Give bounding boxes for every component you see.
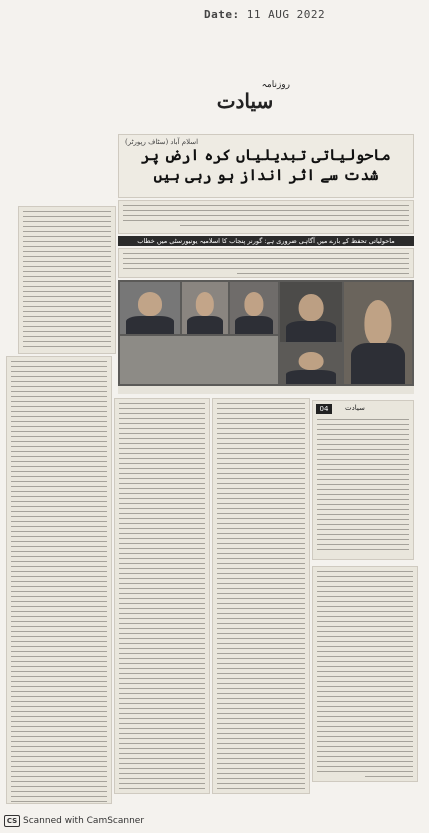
- date-stamp-value: 11 AUG 2022: [246, 8, 326, 21]
- video-call-photo: [280, 282, 342, 342]
- masthead-title: سیادت: [216, 89, 274, 113]
- speaker-photo: [344, 282, 412, 384]
- article-column-3-bottom: [312, 566, 418, 782]
- video-call-photo: [182, 282, 228, 334]
- article-column-1: [114, 398, 210, 794]
- article-column-3-top: [312, 400, 414, 560]
- video-call-photo: [120, 282, 180, 334]
- date-stamp-label: Date:: [204, 8, 240, 21]
- headline-box: [118, 134, 414, 198]
- video-call-photo: [280, 344, 342, 384]
- article-subheadline: ماحولیاتی تحفظ کے بارے میں آگاہی ضروری ہے: گورنر پنجاب کا اسلامیہ یونیورسٹی میں خطاب: [118, 236, 414, 246]
- continuation-column-left: [6, 356, 112, 804]
- photo-collage: [118, 280, 414, 386]
- page-paper-name: سیادت: [345, 404, 365, 412]
- continuation-column-top: [18, 206, 116, 354]
- article-headline: ماحولیاتی تبدیلیاں کرہ ارض پر شدت سے اثر انداز ہو رہی ہیں: [141, 146, 391, 184]
- newspaper-masthead: [200, 80, 290, 120]
- masthead-prefix: روزنامہ: [261, 80, 290, 90]
- intro-text-block: [118, 200, 414, 234]
- lead-paragraph: [118, 248, 414, 278]
- conference-hall-photo: [120, 336, 278, 384]
- date-stamp: [204, 8, 374, 26]
- page-number-badge: 04: [316, 404, 332, 414]
- scanner-watermark: [4, 815, 144, 827]
- camscanner-icon: CS: [4, 815, 20, 827]
- headline-byline: اسلام آباد (سٹاف رپورٹر): [125, 138, 199, 146]
- video-call-photo: [230, 282, 278, 334]
- scanner-text: Scanned with CamScanner: [23, 816, 145, 826]
- article-column-2: [212, 398, 310, 794]
- photo-caption: [118, 386, 414, 394]
